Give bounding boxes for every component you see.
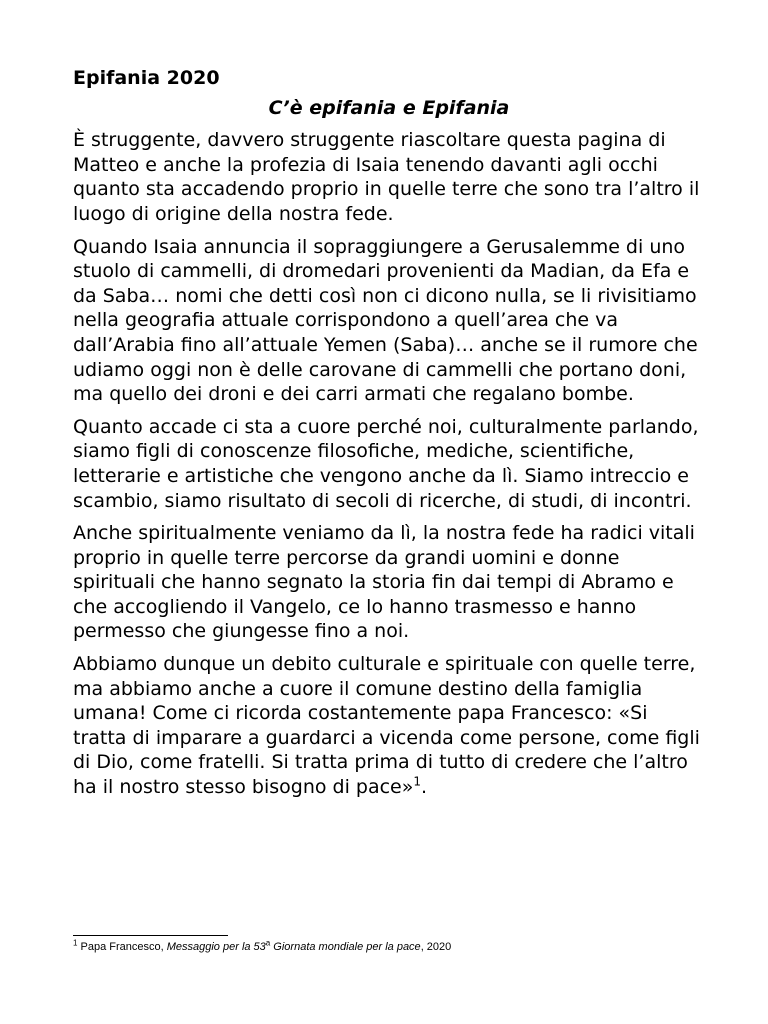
paragraph-1: È struggente, davvero struggente riascoltare questa pagina di Matteo e anche la profezia di Isaia tenendo davanti agli occhi quanto sta accadendo proprio in quelle terre che sono tra l’altro il luogo di origine della nostra fede. [73,129,700,225]
footnote-separator [73,935,228,936]
paragraph-4: Anche spiritualmente veniamo da lì, la nostra fede ha radici vitali proprio in quelle terre percorse da grandi uomini e donne spirituali che hanno segnato la storia fin dai tempi di Abramo e che accogliendo il Vangelo, ce lo hanno trasmesso e hanno permesso che giungesse fino a noi. [73,522,695,643]
paragraph-2-italic-a: uno stuolo di cammelli, di dromedari [73,235,686,283]
footnote-ordinal: a [265,938,271,948]
footnote-text-b: , 2020 [420,941,452,953]
footnote-reference[interactable]: 1 [413,774,422,789]
footnote-italic-b: Giornata mondiale per la pace [270,941,421,953]
document-body [73,66,705,808]
document-subtitle: C’è epifania e Epifania [268,96,510,119]
paragraph-2-italic-b: Madian, da Efa e da Saba [73,260,690,307]
paragraph-2-text-c: … nomi che detti così non ci dicono nulla, se li rivisitiamo nella geografia attuale corrispondono a quell’area che va dall’Arabia fino all’attuale Yemen (Saba)… anche se il rumore che udiamo oggi non è delle carovane di cammelli che portano doni, ma quello dei droni e dei carri armati che regalano bombe. [73,284,698,406]
paragraph-3: Quanto accade ci sta a cuore perché noi, culturalmente parlando, siamo figli di conoscenze filosofiche, mediche, scientifiche, letterarie e artistiche che vengono anche da lì. Siamo intreccio e scambio, siamo risultato di secoli di ricerche, di studi, di incontri. [73,415,699,512]
paragraph-2-text-a: Quando Isaia annuncia il sopraggiungere a Gerusalemme di [73,235,650,258]
footnote-number: 1 [73,938,78,948]
footnote [73,940,451,954]
footnote-text-a: Papa Francesco, [77,941,167,953]
footnote-italic-a: Messaggio per la 53 [166,941,266,953]
paragraph-5-quote: Si tratta di imparare a guardarci a vicenda come persone, come figli di Dio, come fratelli. Si tratta prima di tutto di credere che l’altro ha il nostro stesso bisogno di pace [73,702,700,799]
document-heading: Epifania 2020 [73,67,220,89]
paragraph-5-end: . [421,776,428,799]
paragraph-5-text-a: Abbiamo dunque un debito culturale e spirituale con quelle terre, ma abbiamo anche a cuore il comune destino della famiglia umana! Come ci ricorda costantemente papa Francesco: « [73,653,696,725]
paragraph-5-quote-close: » [401,776,414,799]
paragraph-2 [73,235,705,407]
paragraph-2-text-b: provenienti da [380,260,531,283]
paragraph-5 [73,652,705,800]
